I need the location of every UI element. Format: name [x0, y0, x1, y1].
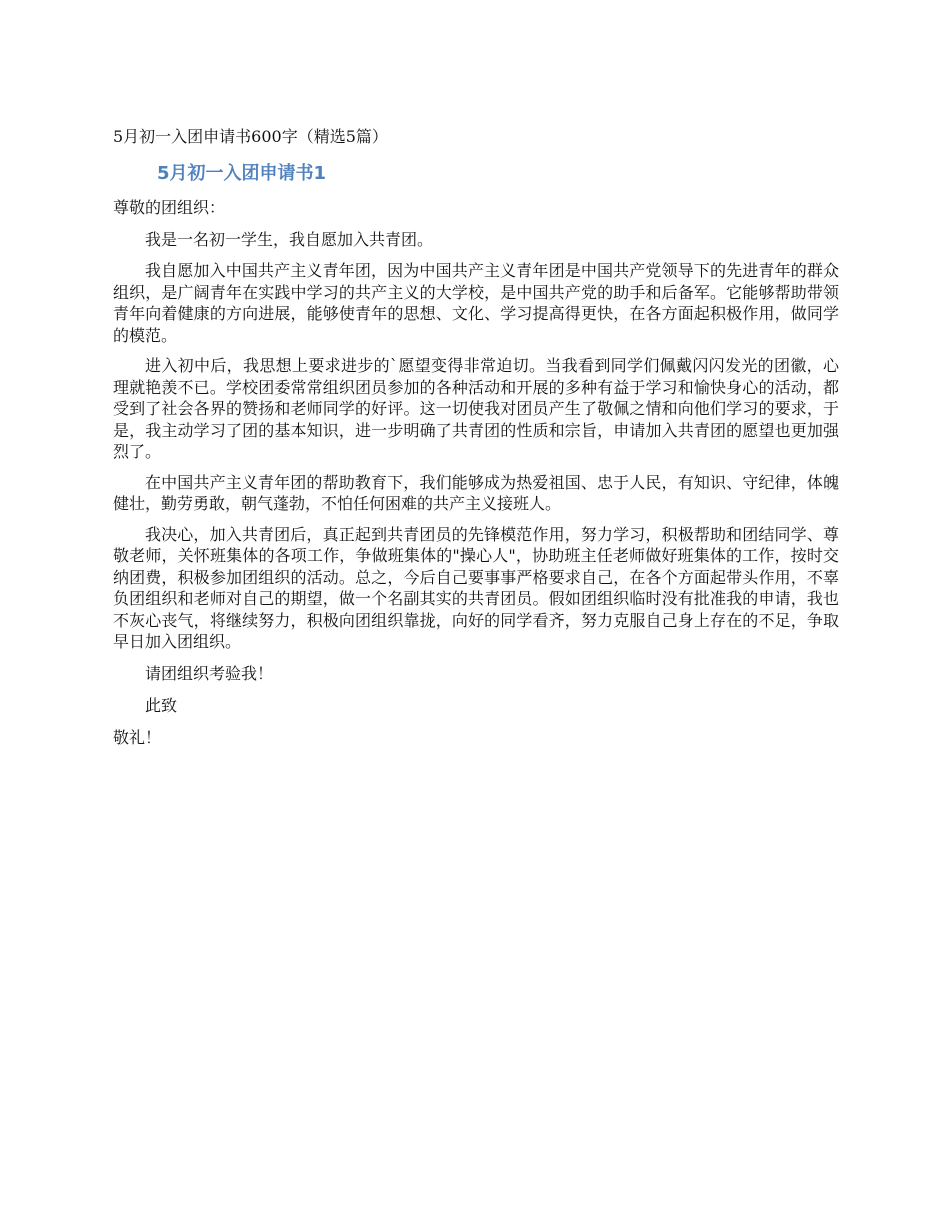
salutation: 尊敬的团组织： — [113, 198, 226, 217]
paragraph-intro: 我是一名初一学生，我自愿加入共青团。 — [145, 230, 434, 249]
paragraph-resolution: 我决心，加入共青团后，真正起到共青团员的先锋模范作用，努力学习，积极帮助和团结同学、尊敬老师，关怀班集体的各项工作，争做班集体的"操心人"，协助班主任老师做好班集体的工作，按时交纳团费，积极参加团组织的活动。总之，今后自己要事事严格要求自己，在各个方面起带头作用，不辜负团组织和老师对自己的期望，做一个名副其实的共青团员。假如团组织临时没有批准我的申请，我也不灰心丧气，将继续努力，积极向团组织靠拢，向好的同学看齐，努力克服自己身上存在的不足，争取早日加入团组织。 — [113, 524, 839, 651]
request-line: 请团组织考验我！ — [145, 663, 274, 683]
section-heading: 5月初一入团申请书1 — [157, 163, 327, 184]
paragraph-reason: 我自愿加入中国共产主义青年团，因为中国共产主义青年团是中国共产党领导下的先进青年的群众组织，是广阔青年在实践中学习的共产主义的大学校，是中国共产党的助手和后备军。它能够帮助带领青年向着健康的方向进展，能够使青年的思想、文化、学习提高得更快，在各方面起积极作用，做同学的模范。 — [113, 261, 839, 345]
paragraph-goal: 在中国共产主义青年团的帮助教育下，我们能够成为热爱祖国、忠于人民，有知识、守纪律，体魄健壮，勤劳勇敢，朝气蓬勃，不怕任何困难的共产主义接班人。 — [113, 472, 839, 513]
document-page — [113, 124, 839, 750]
closing-salute: 敬礼！ — [113, 727, 162, 747]
paragraph-motivation: 进入初中后，我思想上要求进步的`愿望变得非常迫切。当我看到同学们佩戴闪闪发光的团徽，心理就艳羡不已。学校团委常常组织团员参加的各种活动和开展的多种有益于学习和愉快身心的活动，都受到了社会各界的赞扬和老师同学的好评。这一切使我对团员产生了敬佩之情和向他们学习的要求，于是，我主动学习了团的基本知识，进一步明确了共青团的性质和宗旨，申请加入共青团的愿望也更加强烈了。 — [113, 356, 839, 461]
document-title: 5月初一入团申请书600字（精选5篇） — [113, 127, 388, 146]
closing-greeting: 此致 — [145, 695, 178, 715]
